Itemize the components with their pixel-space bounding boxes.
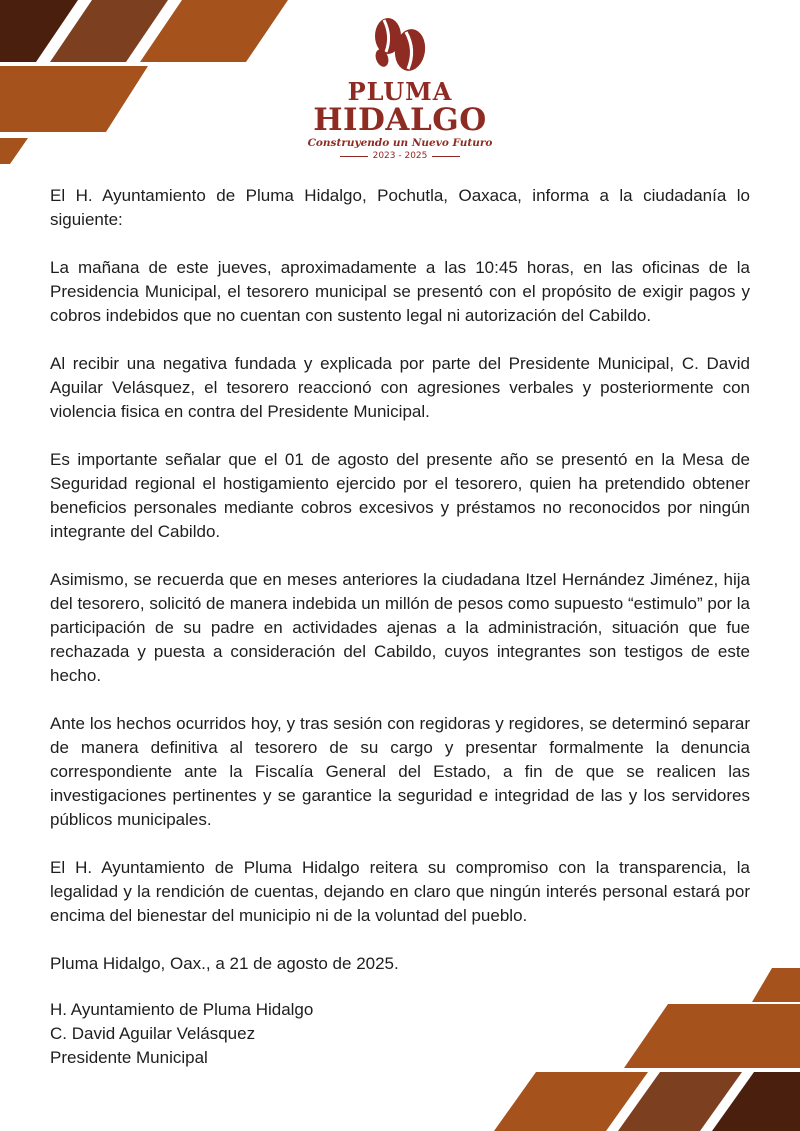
signature-institution: H. Ayuntamiento de Pluma Hidalgo <box>50 1000 314 1019</box>
municipal-logo <box>290 14 510 174</box>
paragraph-determination: Ante los hechos ocurridos hoy, y tras sesión con regidoras y regidores, se determinó separar de manera definitiva al tesorero de su cargo y presentar formalmente la denuncia correspondiente ante la Fiscalía General del Estado, a fin de que se realicen las investigaciones pertinentes y se garantice la seguridad e integridad de las y los servidores públicos municipales. <box>50 714 750 829</box>
logo-rule-right <box>432 156 460 157</box>
logo-rule-left <box>340 156 368 157</box>
top-left-stripe-lower <box>0 66 148 132</box>
top-left-stripe-mid <box>50 0 168 62</box>
signature-block <box>50 998 750 1070</box>
logo-title-hidalgo: HIDALGO <box>313 102 487 138</box>
bottom-right-stripe-mid <box>618 1072 742 1131</box>
paragraph-harassment: Es importante señalar que el 01 de agosto del presente año se presentó en la Mesa de Seguridad regional el hostigamiento ejercido por el tesorero, quien ha pretendido obtener beneficios personales mediante cobros excesivos y préstamos no reconocidos por ningún integrante del Cabildo. <box>50 450 750 541</box>
logo-years <box>290 150 510 162</box>
signature-title: Presidente Municipal <box>50 1048 208 1067</box>
top-left-stripe-dark <box>0 0 78 62</box>
paragraph-intro: El H. Ayuntamiento de Pluma Hidalgo, Pochutla, Oaxaca, informa a la ciudadanía lo siguiente: <box>50 186 750 229</box>
signature-name: C. David Aguilar Velásquez <box>50 1024 256 1043</box>
document-body <box>50 184 750 1070</box>
paragraph-aggression: Al recibir una negativa fundada y explicada por parte del Presidente Municipal, C. David Aguilar Velásquez, el tesorero reaccionó con agresiones verbales y posteriormente con violencia fisica en contra del Presidente Municipal. <box>50 354 750 421</box>
bottom-right-stripe-dark <box>712 1072 800 1131</box>
coffee-bean-icon <box>368 14 432 76</box>
logo-years-text: 2023 - 2025 <box>372 151 428 161</box>
paragraph-daughter-request: Asimismo, se recuerda que en meses anteriores la ciudadana Itzel Hernández Jiménez, hija del tesorero, solicitó de manera indebida un millón de pesos como supuesto “estimulo” por la participación de su padre en actividades ajenas a la administración, situación que fue rechazada y puesta a consideración del Cabildo, cuyos integrantes son testigos de este hecho. <box>50 570 750 685</box>
bottom-right-stripe-tip <box>752 968 800 1002</box>
logo-title-pluma: PLUMA <box>347 77 453 106</box>
paragraph-incident: La mañana de este jueves, aproximadamente a las 10:45 horas, en las oficinas de la Presidencia Municipal, el tesorero municipal se presentó con el propósito de exigir pagos y cobros indebidos que no cuentan con sustento legal ni autorización del Cabildo. <box>50 258 750 325</box>
bottom-right-stripe-orange <box>494 1072 648 1131</box>
top-left-stripe-tip <box>0 138 28 164</box>
top-left-stripe-orange <box>140 0 288 62</box>
logo-tagline: Construyendo un Nuevo Futuro <box>307 137 493 149</box>
place-and-date: Pluma Hidalgo, Oax., a 21 de agosto de 2025. <box>50 954 399 973</box>
paragraph-commitment: El H. Ayuntamiento de Pluma Hidalgo reitera su compromiso con la transparencia, la legalidad y la rendición de cuentas, dejando en claro que ningún interés personal estará por encima del bienestar del municipio ni de la voluntad del pueblo. <box>50 858 750 925</box>
